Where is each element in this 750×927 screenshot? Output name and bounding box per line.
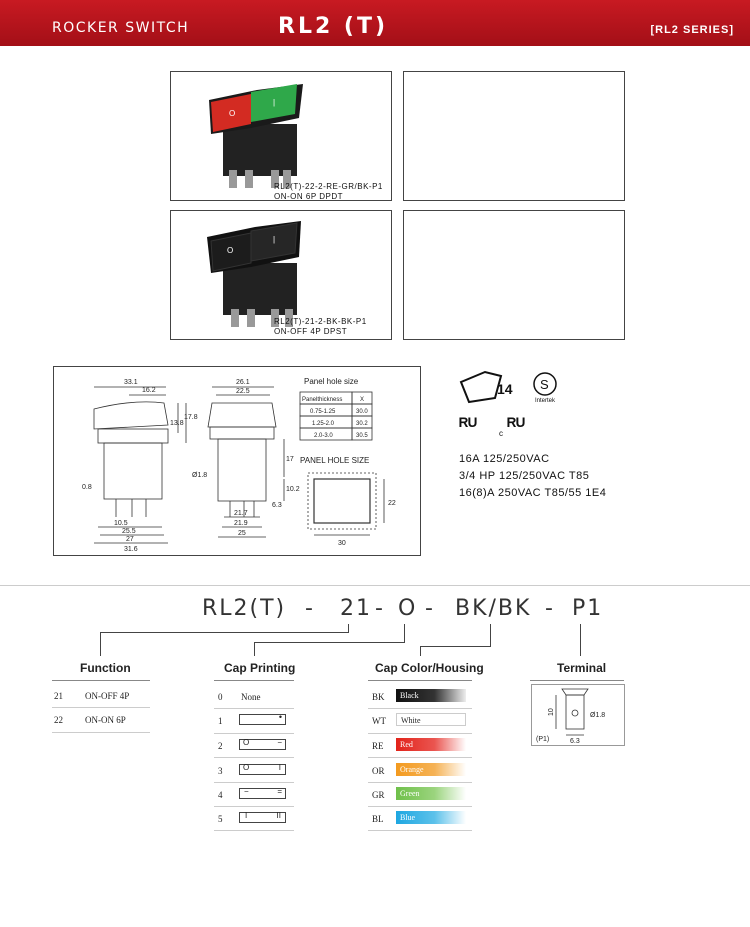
color-code: RE xyxy=(372,741,384,751)
dim-label: 25.5 xyxy=(122,528,136,535)
cap-mark-right: II xyxy=(276,811,281,820)
product-photo-2 xyxy=(170,210,392,340)
dim-label: 6.3 xyxy=(272,502,282,509)
cap-code: 4 xyxy=(218,790,223,800)
function-code: 22 xyxy=(54,715,63,725)
empty-photo-box-2 xyxy=(403,210,625,340)
color-swatch-red: Red xyxy=(396,738,466,751)
dim-label: 17 xyxy=(286,456,294,463)
cap-code: 3 xyxy=(218,766,223,776)
panel-cell: 30.0 xyxy=(356,409,368,415)
dim-label: 22.5 xyxy=(236,388,250,395)
function-desc: ON-ON 6P xyxy=(85,715,126,725)
order-code-function: 21 xyxy=(340,596,372,621)
panel-header: X xyxy=(360,397,365,403)
rocker-switch-red-green-image xyxy=(171,72,391,200)
dim-label: 13.8 xyxy=(170,420,184,427)
dimension-drawing xyxy=(53,366,421,556)
cap-mark-left: O xyxy=(243,763,250,772)
function-code: 21 xyxy=(54,691,63,701)
panel-cell: 1.25-2.0 xyxy=(312,421,335,427)
row-divider xyxy=(214,782,294,783)
cert-logos xyxy=(455,368,575,444)
rating-3: 16(8)A 250VAC T85/55 1E4 xyxy=(459,487,607,499)
cap-code: 0 xyxy=(218,692,223,702)
enec-number: 14 xyxy=(497,381,513,397)
cap-color-title: Cap Color/Housing xyxy=(375,661,484,675)
section-divider xyxy=(0,585,750,586)
row-divider xyxy=(368,733,472,734)
order-code-terminal: P1 xyxy=(572,596,604,621)
dim-label: 31.6 xyxy=(124,546,138,553)
dim-label: 16.2 xyxy=(142,387,156,394)
color-code: WT xyxy=(372,716,386,726)
rating-2: 3/4 HP 125/250VAC T85 xyxy=(459,470,590,482)
switch-description: ON-ON 6P DPDT xyxy=(274,192,344,201)
cap-mark-right: I xyxy=(278,763,281,772)
color-swatch-green: Green xyxy=(396,787,466,800)
row-divider xyxy=(214,830,294,831)
row-divider xyxy=(214,806,294,807)
terminal-title: Terminal xyxy=(557,661,607,675)
hole-height: 22 xyxy=(388,500,396,507)
phi-label: Ø1.8 xyxy=(192,472,208,479)
row-divider xyxy=(368,708,472,709)
row-divider xyxy=(368,806,472,807)
dim-label: 0.8 xyxy=(82,484,92,491)
cap-mark-off: O xyxy=(229,109,236,118)
panel-cell: 0.75-1.25 xyxy=(310,409,336,415)
category-title: ROCKER SWITCH xyxy=(52,20,190,36)
dim-label: 10.5 xyxy=(114,520,128,527)
intertek-label: Intertek xyxy=(535,398,556,404)
cap-code: 2 xyxy=(218,741,223,751)
color-swatch-blue: Blue xyxy=(396,811,466,824)
model-title: RL2 (T) xyxy=(278,14,389,39)
svg-text:ᴿᵁ: ᴿᵁ xyxy=(507,415,525,437)
order-code-dash: - xyxy=(545,596,555,621)
row-divider xyxy=(52,707,150,708)
cap-print-sample xyxy=(239,739,286,750)
connector-line xyxy=(100,632,101,656)
page-header xyxy=(0,0,750,46)
connector-line xyxy=(580,624,581,656)
connector-line xyxy=(254,642,405,643)
technical-drawing xyxy=(54,367,420,555)
connector-line xyxy=(420,646,421,656)
panel-cell: 30.2 xyxy=(356,421,368,427)
terminal-width: 6.3 xyxy=(570,738,580,745)
cap-print-sample xyxy=(239,764,286,775)
color-code: BK xyxy=(372,692,385,702)
cap-mark-left: O xyxy=(243,738,250,747)
function-title: Function xyxy=(80,661,131,675)
color-swatch-orange: Orange xyxy=(396,763,466,776)
terminal-underline xyxy=(530,680,624,681)
row-divider xyxy=(368,830,472,831)
color-swatch-black: Black xyxy=(396,689,466,702)
terminal-code: (P1) xyxy=(536,736,550,743)
order-code-color: BK/BK xyxy=(455,596,532,621)
svg-text:S: S xyxy=(540,377,549,392)
cap-print-sample xyxy=(239,714,286,725)
svg-text:c: c xyxy=(499,429,503,438)
rating-1: 16A 125/250VAC xyxy=(459,453,550,465)
cap-mark-left: − xyxy=(244,787,249,796)
terminal-p1-diagram xyxy=(532,685,624,745)
ul-logo-icon xyxy=(459,415,525,438)
connector-line xyxy=(420,646,491,647)
svg-text:ᴿᵁ: ᴿᵁ xyxy=(459,415,477,437)
cap-mark-right: • xyxy=(278,712,282,722)
dim-label: 33.1 xyxy=(124,379,138,386)
order-code-dash: - xyxy=(305,596,315,621)
cap-print-sample xyxy=(239,788,286,799)
hole-width: 30 xyxy=(338,540,346,547)
connector-line xyxy=(490,624,491,646)
dim-label: 17.8 xyxy=(184,414,198,421)
cap-code: 5 xyxy=(218,814,223,824)
color-code: GR xyxy=(372,790,385,800)
series-label: [RL2 SERIES] xyxy=(650,24,734,36)
cap-mark-off: O xyxy=(227,246,234,255)
function-desc: ON-OFF 4P xyxy=(85,691,130,701)
cap-mark-right: − xyxy=(277,738,282,747)
row-divider xyxy=(368,757,472,758)
color-code: BL xyxy=(372,814,384,824)
connector-line xyxy=(348,624,349,632)
cap-code: 1 xyxy=(218,716,223,726)
color-code: OR xyxy=(372,766,385,776)
cap-mark-left: I xyxy=(245,811,248,820)
order-code-dash: - xyxy=(375,596,385,621)
function-underline xyxy=(52,680,150,681)
order-code-cap: O xyxy=(398,596,418,621)
panel-cell: 30.5 xyxy=(356,433,368,439)
dim-label: 25 xyxy=(238,530,246,537)
row-divider xyxy=(52,732,150,733)
cap-mark-on: | xyxy=(273,98,276,107)
cap-mark-on: | xyxy=(273,235,276,244)
product-caption xyxy=(274,317,367,337)
connector-line xyxy=(100,632,349,633)
cap-none-label: None xyxy=(241,692,261,702)
empty-photo-box-1 xyxy=(403,71,625,201)
row-divider xyxy=(368,782,472,783)
product-caption xyxy=(274,182,383,202)
cap-mark-right: = xyxy=(277,787,282,796)
order-code-model: RL2(T) xyxy=(202,596,287,621)
panel-table-title: Panel hole size xyxy=(304,377,359,386)
cap-color-underline xyxy=(368,680,472,681)
terminal-drawing xyxy=(531,684,625,746)
cap-printing-underline xyxy=(214,680,294,681)
dim-label: 21.7 xyxy=(234,510,248,517)
enec-logo-icon xyxy=(461,372,501,402)
panel-cell: 2.0-3.0 xyxy=(314,433,333,439)
connector-line xyxy=(404,624,405,642)
row-divider xyxy=(214,708,294,709)
dim-label: 10.2 xyxy=(286,486,300,493)
product-photo-1 xyxy=(170,71,392,201)
connector-line xyxy=(254,642,255,656)
part-number: RL2(T)-21-2-BK-BK-P1 xyxy=(274,317,367,326)
color-swatch-white: White xyxy=(396,713,466,726)
cap-print-sample xyxy=(239,812,286,823)
panel-header: Panelthickness xyxy=(302,397,343,403)
terminal-height: 10 xyxy=(548,708,555,716)
part-number: RL2(T)-22-2-RE-GR/BK-P1 xyxy=(274,182,383,191)
row-divider xyxy=(214,733,294,734)
dim-label: 27 xyxy=(126,536,134,543)
dim-label: 26.1 xyxy=(236,379,250,386)
cap-printing-title: Cap Printing xyxy=(224,661,296,675)
terminal-hole: Ø1.8 xyxy=(590,712,606,719)
row-divider xyxy=(214,757,294,758)
switch-description: ON-OFF 4P DPST xyxy=(274,327,348,336)
order-code-dash: - xyxy=(425,596,435,621)
dim-label: 21.9 xyxy=(234,520,248,527)
panel-hole-title: PANEL HOLE SIZE xyxy=(300,456,370,465)
